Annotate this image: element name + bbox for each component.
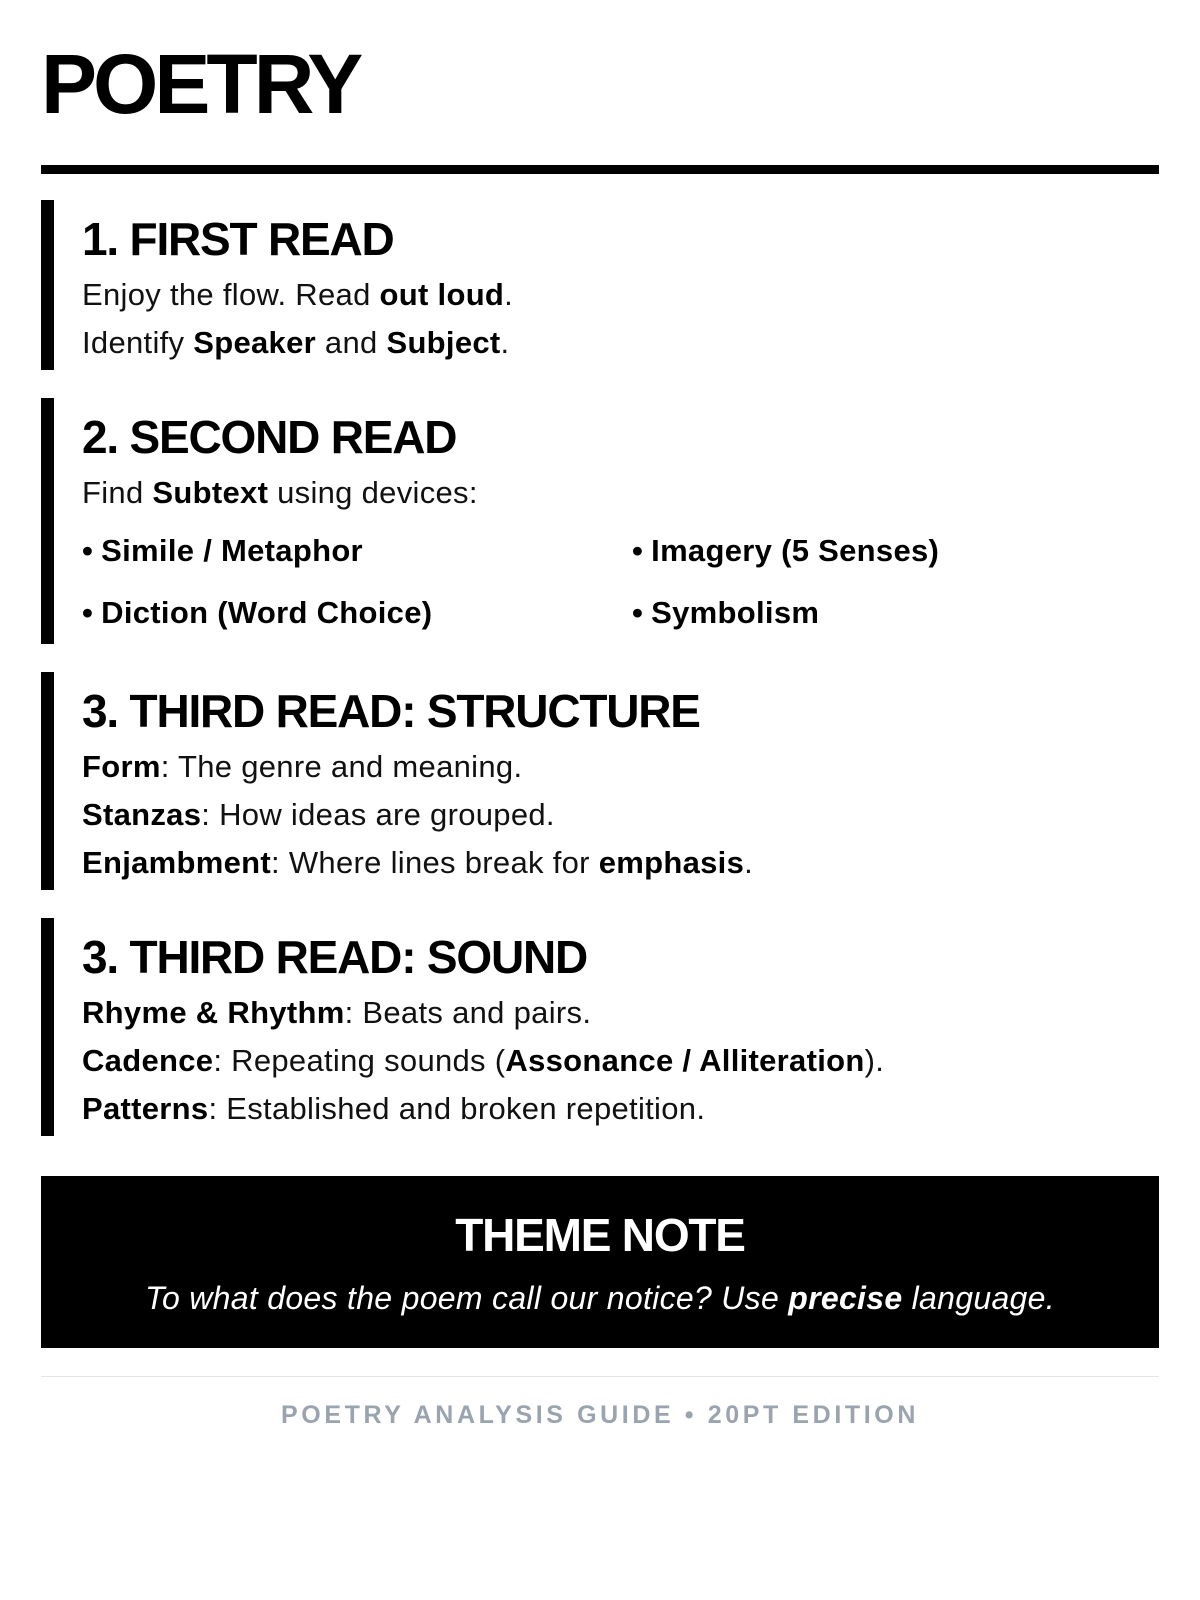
first-read-line-2 — [82, 319, 1159, 367]
text-span: . — [744, 845, 754, 880]
section-first-read — [41, 200, 1159, 370]
term-label: Enjambment — [82, 845, 272, 880]
device-list — [82, 527, 1159, 637]
section-second-read — [41, 398, 1159, 644]
text-span: Find — [82, 475, 153, 510]
text-span: : Repeating sounds ( — [213, 1043, 506, 1078]
footer-divider — [41, 1376, 1159, 1377]
second-read-intro — [82, 469, 1159, 517]
theme-note-box — [41, 1176, 1159, 1348]
footer-caption: POETRY ANALYSIS GUIDE • 20PT EDITION — [281, 1401, 919, 1429]
structure-form-line — [82, 743, 1159, 791]
text-span: : The genre and meaning. — [160, 749, 523, 784]
structure-stanzas-line — [82, 791, 1159, 839]
sound-patterns-line — [82, 1085, 1159, 1133]
bold-span: Subtext — [152, 475, 269, 510]
theme-note-text — [41, 1278, 1159, 1318]
page-title: POETRY — [41, 37, 360, 131]
section-structure — [41, 672, 1159, 890]
title-divider — [41, 165, 1159, 174]
text-span: : How ideas are grouped. — [201, 797, 555, 832]
term-label: Patterns — [82, 1091, 209, 1126]
bold-span: out loud — [379, 277, 505, 312]
text-span: ). — [864, 1043, 885, 1078]
text-span: . — [504, 277, 514, 312]
text-span: using devices: — [268, 475, 478, 510]
bold-span: precise — [788, 1280, 903, 1316]
text-span: : Established and broken repetition. — [208, 1091, 706, 1126]
first-read-line-1 — [82, 271, 1159, 319]
section-heading-sound: 3. THIRD READ: SOUND — [82, 931, 588, 983]
text-span: To what does the poem call our notice? Use — [145, 1280, 789, 1316]
device-item: • Diction (Word Choice) — [82, 589, 632, 637]
text-span: : Where lines break for — [271, 845, 599, 880]
device-item: • Simile / Metaphor — [82, 527, 632, 575]
term-label: Rhyme & Rhythm — [82, 995, 345, 1030]
text-span: . — [500, 325, 510, 360]
text-span: Identify — [82, 325, 194, 360]
text-span: Enjoy the flow. Read — [82, 277, 380, 312]
device-item: • Symbolism — [632, 589, 1159, 637]
device-item: • Imagery (5 Senses) — [632, 527, 1159, 575]
text-span: language. — [902, 1280, 1055, 1316]
section-heading-structure: 3. THIRD READ: STRUCTURE — [82, 685, 700, 737]
term-label: Cadence — [82, 1043, 214, 1078]
bold-span: Subject — [386, 325, 501, 360]
text-span: : Beats and pairs. — [344, 995, 592, 1030]
term-label: Form — [82, 749, 161, 784]
bold-span: Speaker — [193, 325, 317, 360]
bold-span: emphasis — [598, 845, 745, 880]
section-heading-first-read: 1. FIRST READ — [82, 213, 394, 265]
text-span: and — [316, 325, 387, 360]
theme-note-heading: THEME NOTE — [455, 1209, 745, 1261]
term-label: Stanzas — [82, 797, 202, 832]
bold-span: Assonance / Alliteration — [505, 1043, 865, 1078]
sound-cadence-line — [82, 1037, 1159, 1085]
sound-rhyme-line — [82, 989, 1159, 1037]
structure-enjambment-line — [82, 839, 1159, 887]
section-sound — [41, 918, 1159, 1136]
section-heading-second-read: 2. SECOND READ — [82, 411, 457, 463]
